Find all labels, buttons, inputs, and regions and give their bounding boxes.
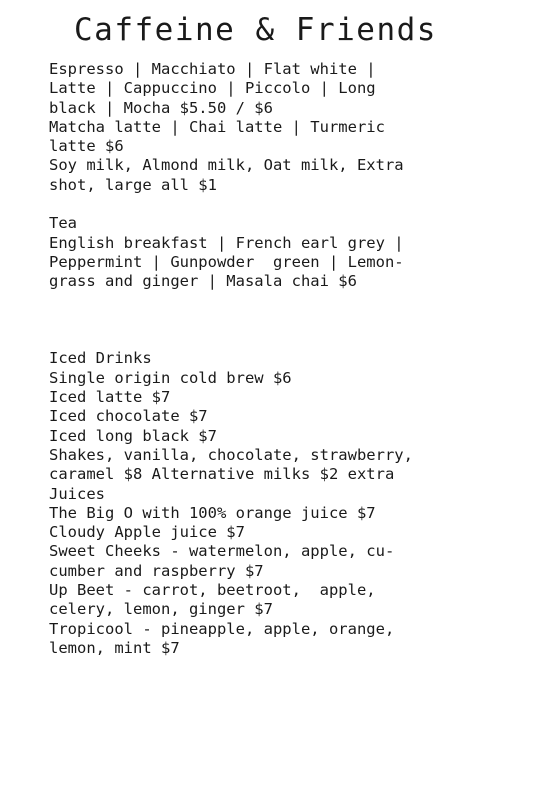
menu-line: latte $6 [49,137,124,156]
menu-line: cumber and raspberry $7 [49,561,264,580]
tea-heading: Tea [49,214,77,233]
menu-line: Sweet Cheeks - watermelon, apple, cu- [49,542,395,561]
menu-line: Tropicool - pineapple, apple, orange, [49,619,395,638]
menu-line: Cloudy Apple juice $7 [49,523,245,542]
menu-line: celery, lemon, ginger $7 [49,600,273,619]
menu-line: black | Mocha $5.50 / $6 [49,98,273,117]
menu-line: Up Beet - carrot, beetroot, apple, [49,581,376,600]
menu-line: grass and ginger | Masala chai $6 [49,272,357,291]
menu-line: lemon, mint $7 [49,638,180,657]
menu-line: The Big O with 100% orange juice $7 [49,503,376,522]
menu-line: Iced latte $7 [49,388,171,407]
menu-title: Caffeine & Friends [74,12,437,48]
menu-line: Soy milk, Almond milk, Oat milk, Extra [49,156,404,175]
menu-line: Espresso | Macchiato | Flat white | [49,60,376,78]
menu-line: Shakes, vanilla, chocolate, strawberry, [49,445,413,464]
section-spacer [49,292,549,350]
menu-line: Latte | Cappuccino | Piccolo | Long [49,79,376,98]
menu-line: Iced long black $7 [49,426,217,445]
menu-line: Peppermint | Gunpowder green | Lemon- [49,252,404,271]
juices-heading: Juices [49,484,105,503]
menu-line: shot, large all $1 [49,175,217,194]
menu-line: English breakfast | French earl grey | [49,233,404,252]
menu-body [49,60,549,658]
juices-section [49,485,549,659]
iced-drinks-heading: Iced Drinks [49,349,152,368]
menu-line: Matcha latte | Chai latte | Turmeric [49,117,385,136]
tea-section [49,214,549,291]
iced-drinks-section [49,349,549,484]
coffee-section [49,60,549,195]
menu-line: Single origin cold brew $6 [49,368,292,387]
menu-line: caramel $8 Alternative milks $2 extra [49,465,395,484]
menu-line: Iced chocolate $7 [49,407,208,426]
section-spacer [49,195,549,214]
